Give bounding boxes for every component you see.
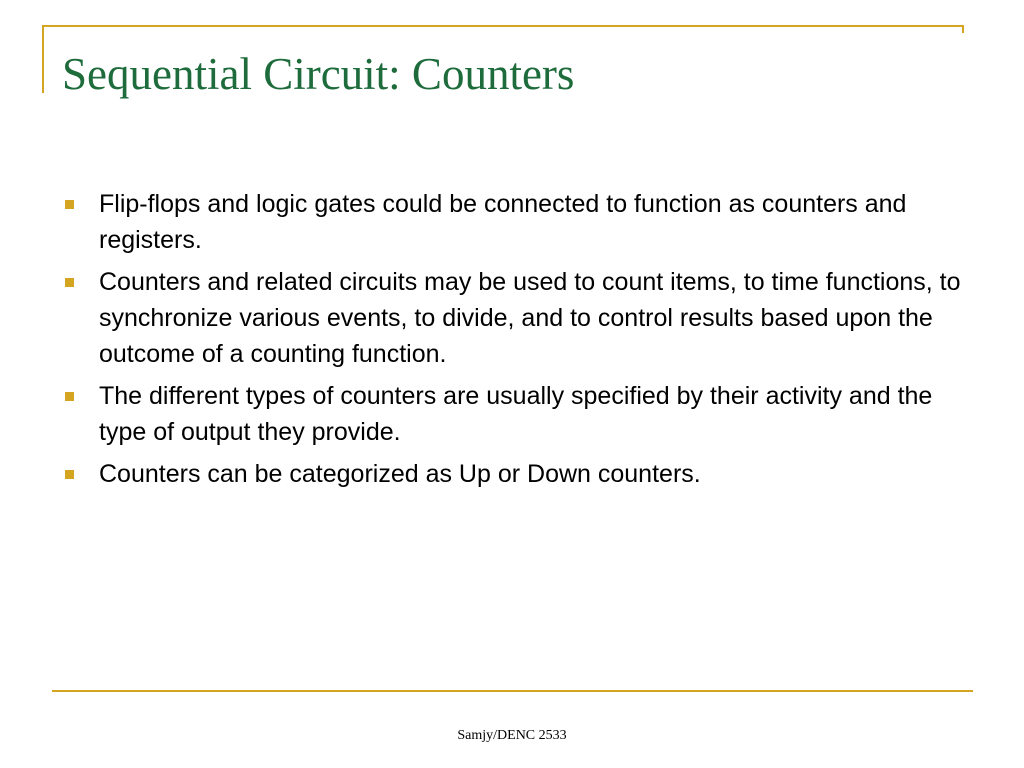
bullet-item (62, 264, 962, 372)
bullet-item (62, 378, 962, 450)
square-bullet-icon (65, 470, 74, 479)
bullet-list (62, 186, 962, 498)
bullet-item (62, 456, 962, 492)
footer-rule (52, 690, 973, 692)
slide-title: Sequential Circuit: Counters (62, 49, 575, 99)
bullet-text: Counters and related circuits may be used to count items, to time functions, to synchronize various events, to divide, and to control results based upon the outcome of a counting function. (99, 268, 961, 368)
bullet-text: Flip-flops and logic gates could be connected to function as counters and registers. (99, 190, 907, 254)
square-bullet-icon (65, 200, 74, 209)
bullet-text: The different types of counters are usually specified by their activity and the type of output they provide. (99, 382, 933, 446)
square-bullet-icon (65, 278, 74, 287)
title-frame-left-rule (42, 25, 44, 93)
title-frame-right-tick (962, 25, 964, 33)
footer-text: Samjy/DENC 2533 (457, 728, 567, 743)
title-frame-top-rule (42, 25, 964, 27)
square-bullet-icon (65, 392, 74, 401)
bullet-text: Counters can be categorized as Up or Down counters. (99, 460, 701, 488)
bullet-item (62, 186, 962, 258)
